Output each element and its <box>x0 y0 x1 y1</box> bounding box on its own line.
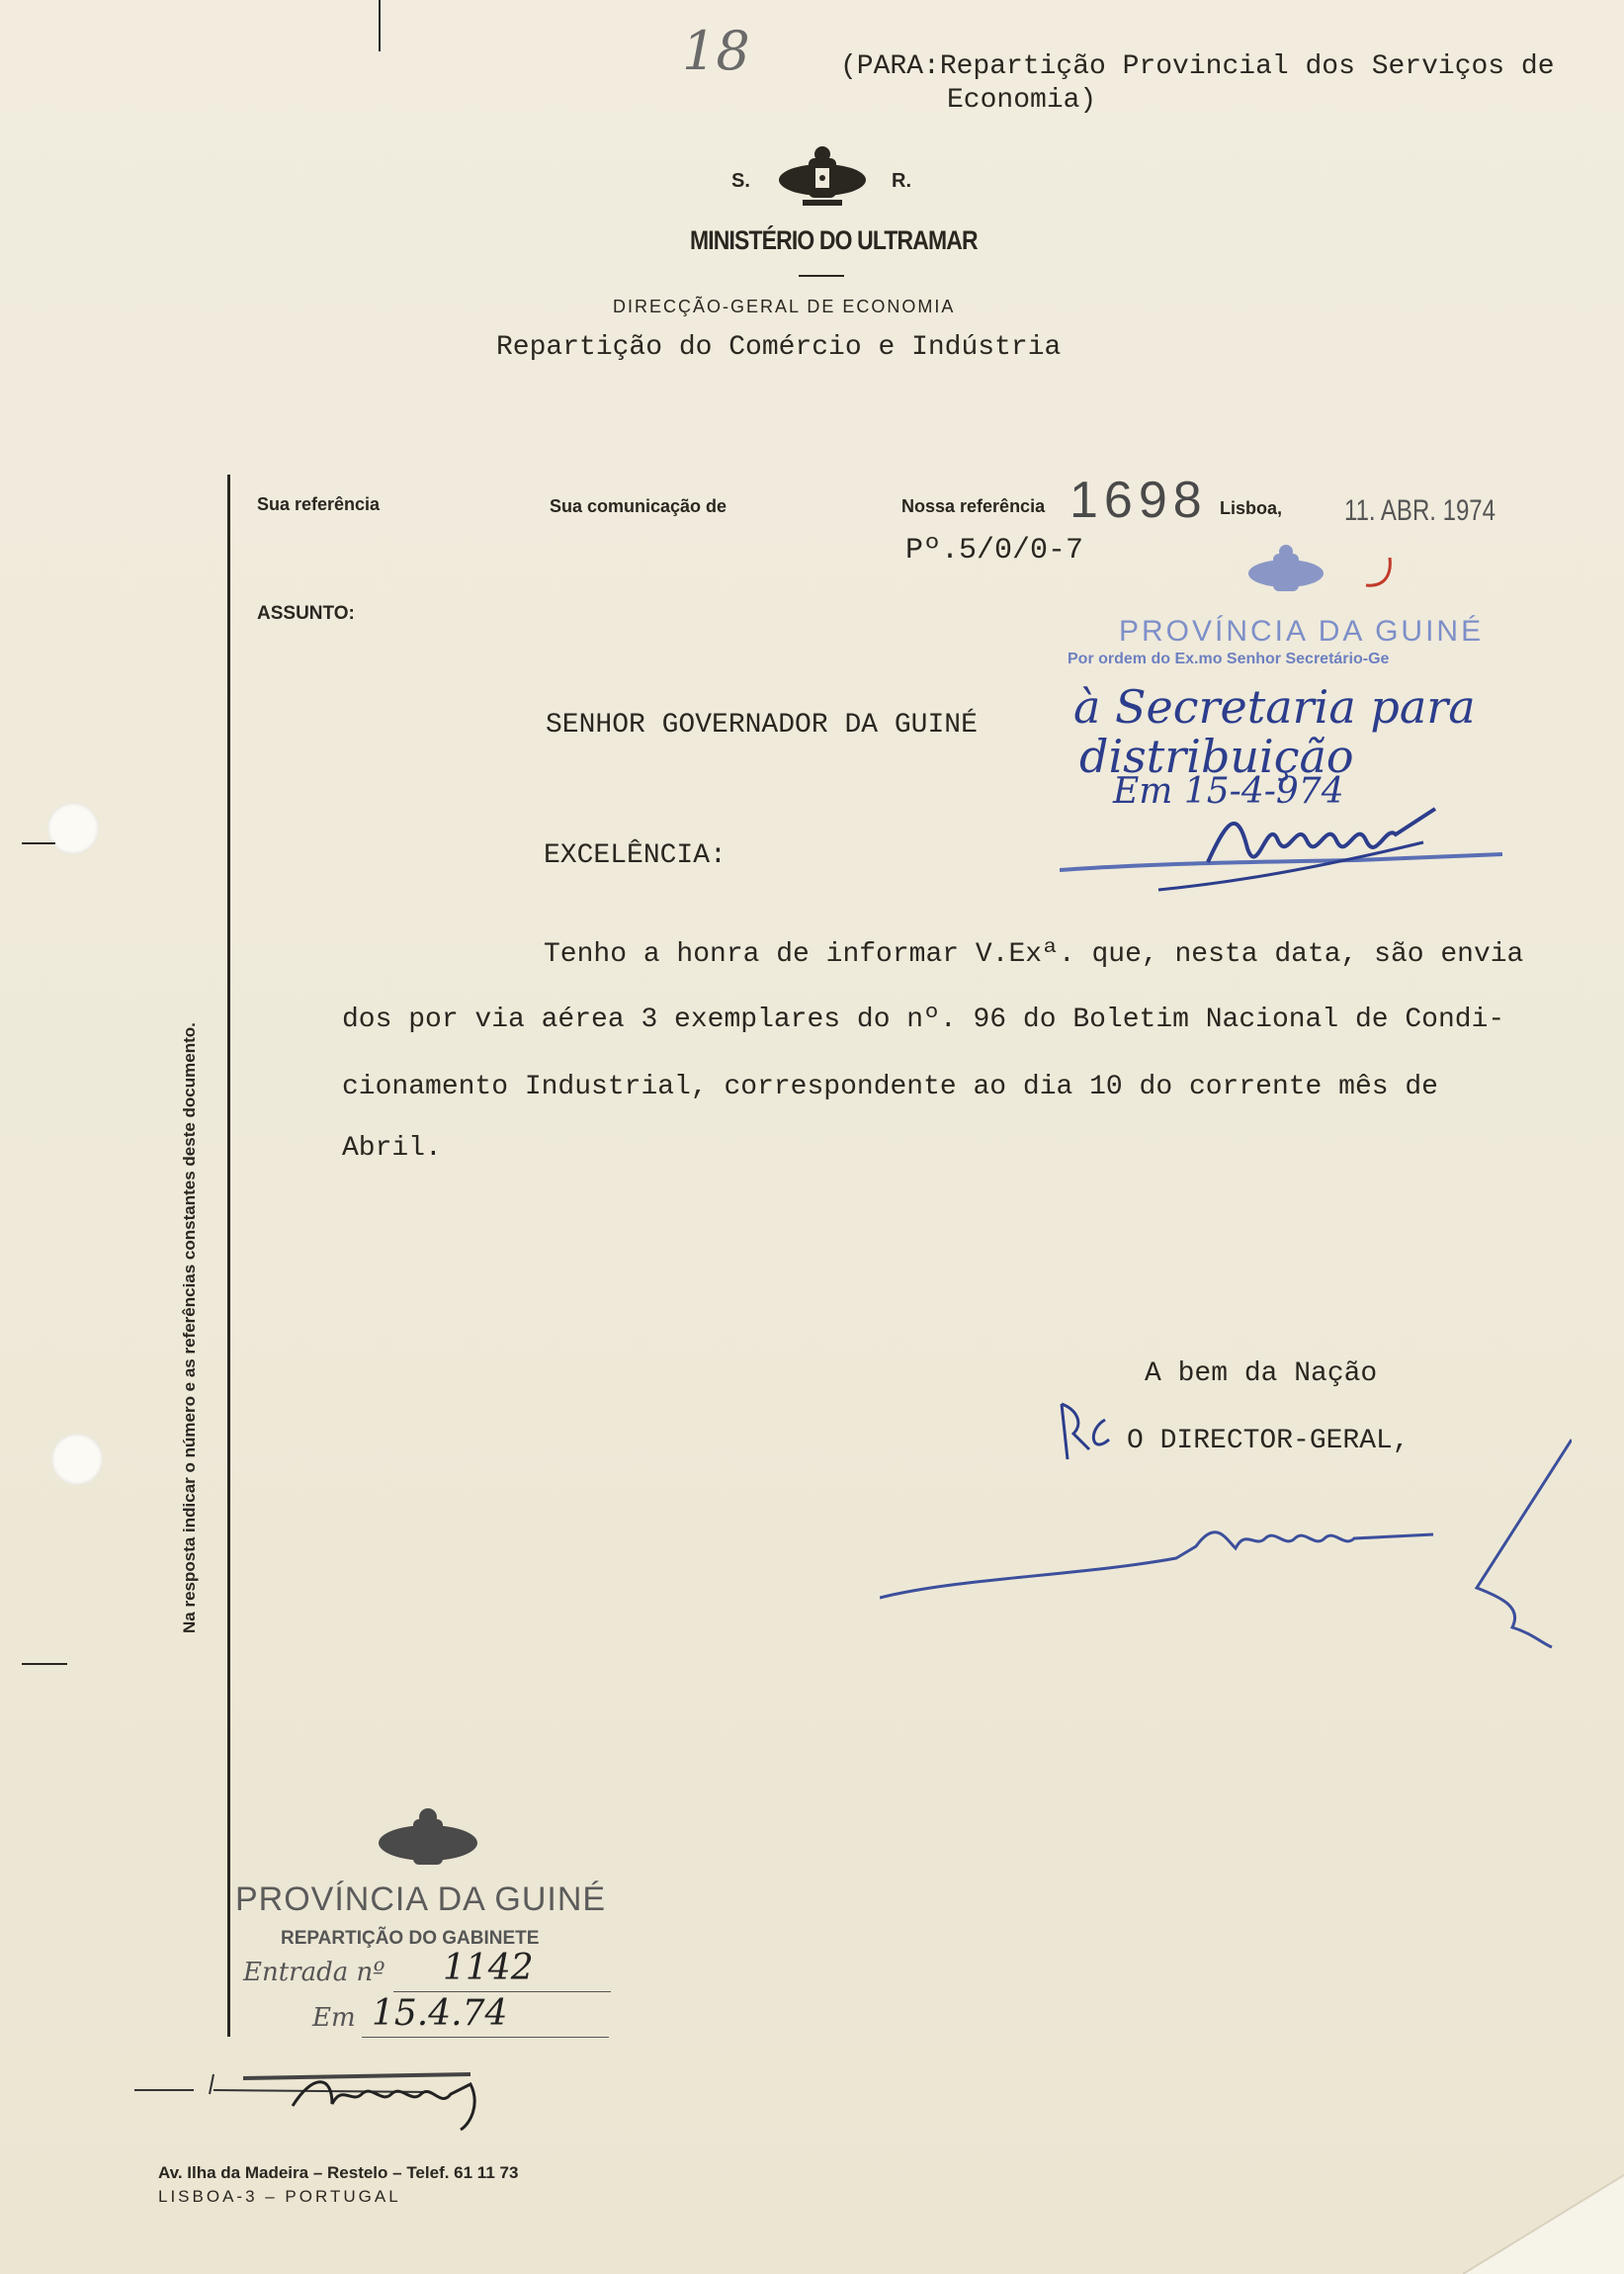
date-stamp: 11. ABR. 1974 <box>1344 494 1496 527</box>
body-line-1: Tenho a honra de informar V.Exª. que, nesta data, são envia <box>544 939 1524 970</box>
stamp-top-date-line: Em 15-4-974 <box>1113 771 1344 812</box>
header-s-letter: S. <box>731 170 750 192</box>
addressee-line: SENHOR GOVERNADOR DA GUINÉ <box>546 710 978 741</box>
nossa-referencia-value: 1698 <box>1069 472 1208 529</box>
addressee-note-line2: Economia) <box>947 85 1097 116</box>
stamp-bottom-left <box>233 1805 629 2142</box>
footer-address: Av. Ilha da Madeira – Restelo – Telef. 61 11 73 <box>158 2163 519 2182</box>
side-note: Na resposta indicar o número e as referências constantes deste documento. <box>180 1022 199 1633</box>
body-line-2: dos por via aérea 3 exemplares do nº. 96 do Boletim Nacional de Condi- <box>342 1005 1505 1035</box>
director-signature-icon <box>880 1400 1572 1657</box>
ministry-name: MINISTÉRIO DO ULTRAMAR <box>690 225 978 255</box>
stamp-top-handwritten-1: à Secretaria para <box>1073 680 1476 734</box>
stamp-bottom-subtitle: REPARTIÇÃO DO GABINETE <box>281 1928 540 1949</box>
coat-of-arms-icon <box>773 144 872 212</box>
fold-mark-top <box>22 842 55 844</box>
stamp-bottom-entrada-value: 1142 <box>443 1948 534 1988</box>
page-number-handwritten: 18 <box>682 20 750 82</box>
stamp-bottom-em-value: 15.4.74 <box>372 1993 508 2034</box>
department-name: Repartição do Comércio e Indústria <box>496 332 1062 363</box>
footer-city: LISBOA-3 – PORTUGAL <box>158 2187 401 2206</box>
header-r-letter: R. <box>892 170 911 192</box>
margin-rule <box>227 475 230 2037</box>
nossa-referencia-label: Nossa referência <box>901 496 1046 516</box>
stamp-top-right <box>1068 542 1532 898</box>
stamp-bottom-entrada-label: Entrada nº <box>243 1958 385 1987</box>
body-line-3: cionamento Industrial, correspondente ao dia 10 do corrente mês de <box>342 1072 1438 1102</box>
directorate-name: DIRECÇÃO-GERAL DE ECONOMIA <box>613 297 956 316</box>
top-edge-mark <box>379 0 381 51</box>
header-divider <box>799 275 844 277</box>
stamp-bottom-emblem-icon <box>374 1805 482 1879</box>
stamp-bottom-entrada-line <box>393 1991 611 1992</box>
punch-hole-bottom <box>51 1434 103 1485</box>
stamp-emblem-icon <box>1241 542 1330 605</box>
assunto-label: ASSUNTO: <box>257 603 355 624</box>
stamp-bottom-em-line <box>362 2037 609 2038</box>
stamp-top-subtitle: Por ordem do Ex.mo Senhor Secretário-Ge <box>1068 651 1390 667</box>
sua-comunicacao-label: Sua comunicação de <box>550 496 727 516</box>
punch-hole-top <box>47 803 99 854</box>
fold-mark-bottom <box>22 1663 67 1665</box>
addressee-note-line1: (PARA:Repartição Provincial dos Serviços de <box>840 51 1555 82</box>
lisboa-label: Lisboa, <box>1220 498 1283 518</box>
stamp-top-title: PROVÍNCIA DA GUINÉ <box>1119 615 1485 648</box>
stamp-top-handwritten-2: distribuição <box>1079 730 1354 783</box>
sua-referencia-label: Sua referência <box>257 494 381 514</box>
process-number: Pº.5/0/0-7 <box>905 534 1084 568</box>
body-line-4: Abril. <box>342 1133 442 1164</box>
closing-line-1: A bem da Nação <box>1145 1358 1378 1389</box>
stamp-bottom-em-label: Em <box>312 2003 356 2033</box>
stamp-bottom-signature-icon <box>134 2055 629 2134</box>
page-corner-curl <box>1463 2136 1624 2274</box>
stamp-bottom-title: PROVÍNCIA DA GUINÉ <box>235 1880 607 1918</box>
stamp-top-signature-icon <box>1060 779 1534 898</box>
closing-line-2: O DIRECTOR-GERAL, <box>1127 1426 1410 1456</box>
greeting-line: EXCELÊNCIA: <box>544 840 727 871</box>
